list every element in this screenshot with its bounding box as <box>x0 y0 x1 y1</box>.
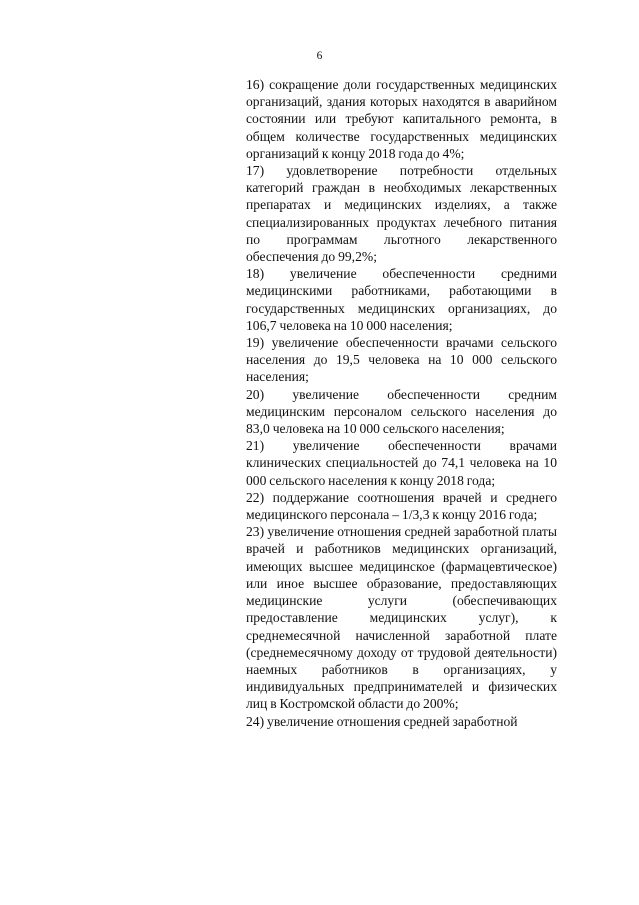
list-item-21: 21) увеличение обеспеченности врачами клинических специальностей до 74,1 человека на 10 000 сельского населения к концу 2018 года; <box>246 438 557 488</box>
list-item-24: 24) увеличение отношения средней заработной <box>246 713 518 729</box>
list-item-17: 17) удовлетворение потребности отдельных категорий граждан в необходимых лекарственных препаратах и медицинских изделиях, а также специализированных продуктах лечебного питания по программам льготного лекарственного обеспечения до 99,2%; <box>246 163 557 265</box>
list-item-16: 16) сокращение доли государственных медицинских организаций, здания которых находятся в аварийном состоянии или требуют капитального ремонта, в общем количестве государственных медицинских организаций к концу 2018 года до 4%; <box>246 77 557 161</box>
list-item-20: 20) увеличение обеспеченности средним медицинским персоналом сельского населения до 83,0 человека на 10 000 сельского населения; <box>246 386 557 437</box>
list-item-19: 19) увеличение обеспеченности врачами сельского населения до 19,5 человека на 10 000 сельского населения; <box>246 335 557 385</box>
document-body <box>246 76 557 730</box>
list-item-22: 22) поддержание соотношения врачей и среднего медицинского персонала – 1/3,3 к концу 2016 года; <box>246 489 557 523</box>
list-item-23: 23) увеличение отношения средней заработной платы врачей и работников медицинских организаций, имеющих высшее медицинское (фармацевтическое) или иное высшее образование, предоставляющих медицинские услуги (обеспечивающих предоставление медицинских услуг), к среднемесячной начисленной заработной плате (среднемесячному доходу от трудовой деятельности) наемных работников в организациях, у индивидуальных предпринимателей и физических лиц в Костромской области до 200%; <box>246 524 557 712</box>
page-number: 6 <box>316 50 323 62</box>
list-item-18: 18) увеличение обеспеченности средними медицинскими работниками, работающими в государственных медицинских организациях, до 106,7 человека на 10 000 населения; <box>246 266 557 333</box>
